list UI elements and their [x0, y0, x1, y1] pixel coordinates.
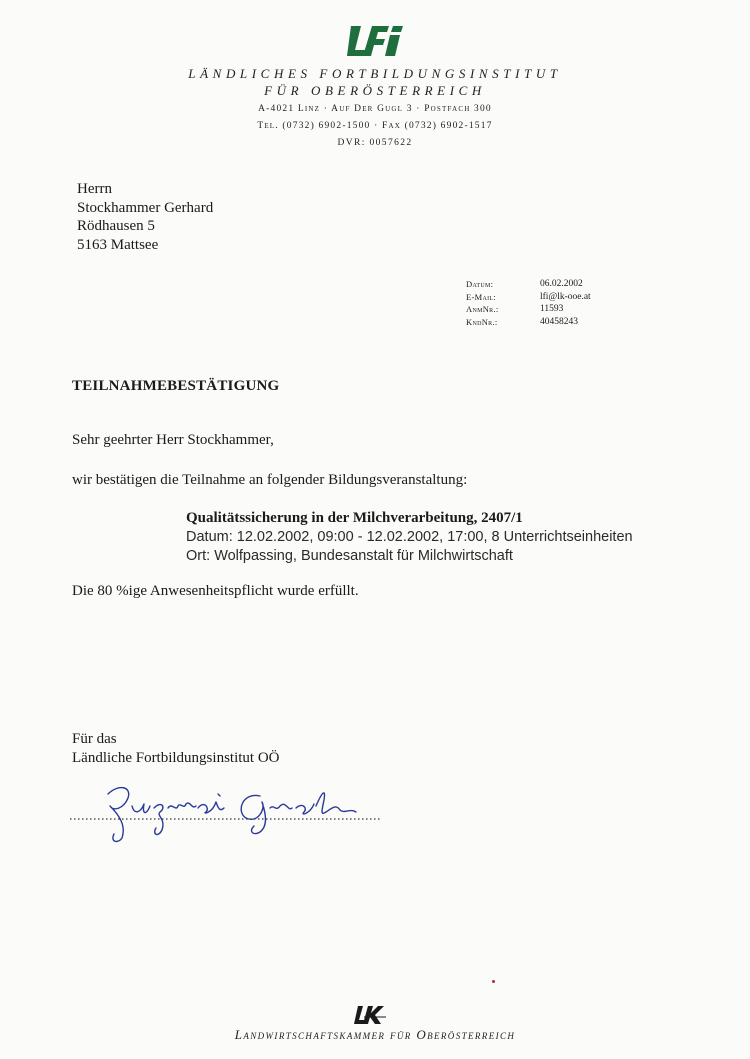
course-details-block: [186, 509, 633, 566]
meta-email-value: lfi@lk-ooe.at: [540, 291, 591, 302]
attendance-statement: Die 80 %ige Anwesenheitspflicht wurde erfüllt.: [72, 583, 359, 599]
letter-greeting: Sehr geehrter Herr Stockhammer,: [72, 432, 274, 448]
meta-knd-row: [466, 316, 591, 329]
meta-date-row: [466, 278, 591, 291]
recipient-name: Stockhammer Gerhard: [77, 199, 214, 216]
lfi-logo: [345, 24, 405, 58]
paper-speck: [492, 980, 495, 983]
landwirtschaftskammer-logo: [352, 1005, 388, 1025]
meta-knd-value: 40458243: [540, 316, 578, 327]
institute-address: A-4021 Linz · Auf Der Gugl 3 · Postfach 300: [258, 104, 492, 114]
recipient-street: Rödhausen 5: [77, 218, 155, 234]
signatory-line1: Für das: [72, 731, 117, 747]
meta-email-row: [466, 291, 591, 304]
reference-meta-block: [466, 278, 591, 328]
handwritten-signature: [70, 778, 390, 848]
course-date: Datum: 12.02.2002, 09:00 - 12.02.2002, 17:00, 8 Unterrichtseinheiten: [186, 529, 633, 545]
letter-intro: wir bestätigen die Teilnahme an folgender Bildungsveranstaltung:: [72, 472, 468, 488]
meta-anm-label: AnmNr.:: [466, 304, 499, 315]
meta-anm-value: 11593: [540, 304, 564, 315]
meta-anm-row: [466, 303, 591, 316]
recipient-salutation: Herrn: [77, 181, 112, 197]
letter-subject: TEILNAHMEBESTÄTIGUNG: [72, 378, 280, 394]
institute-dvr: DVR: 0057622: [337, 138, 413, 148]
signatory-block: [72, 730, 280, 768]
course-place: Ort: Wolfpassing, Bundesanstalt für Milchwirtschaft: [186, 548, 513, 564]
signatory-line2: Ländliche Fortbildungsinstitut OÖ: [72, 750, 280, 766]
footer-organization: Landwirtschaftskammer für Oberösterreich: [234, 1027, 516, 1042]
meta-date-value: 06.02.2002: [540, 279, 583, 289]
institute-name-line2: FÜR OBERÖSTERREICH: [264, 83, 486, 98]
course-title: Qualitätssicherung in der Milchverarbeitung, 2407/1: [186, 510, 523, 526]
institute-phone-fax: Tel. (0732) 6902-1500 · Fax (0732) 6902-1517: [257, 121, 493, 131]
recipient-address-block: [77, 180, 213, 254]
meta-knd-label: KndNr.:: [466, 316, 498, 327]
recipient-city: 5163 Mattsee: [77, 236, 159, 253]
meta-email-label: E-Mail:: [466, 291, 497, 302]
meta-date-label: Datum:: [466, 279, 494, 289]
institute-name-line1: LÄNDLICHES FORTBILDUNGSINSTITUT: [188, 66, 562, 81]
